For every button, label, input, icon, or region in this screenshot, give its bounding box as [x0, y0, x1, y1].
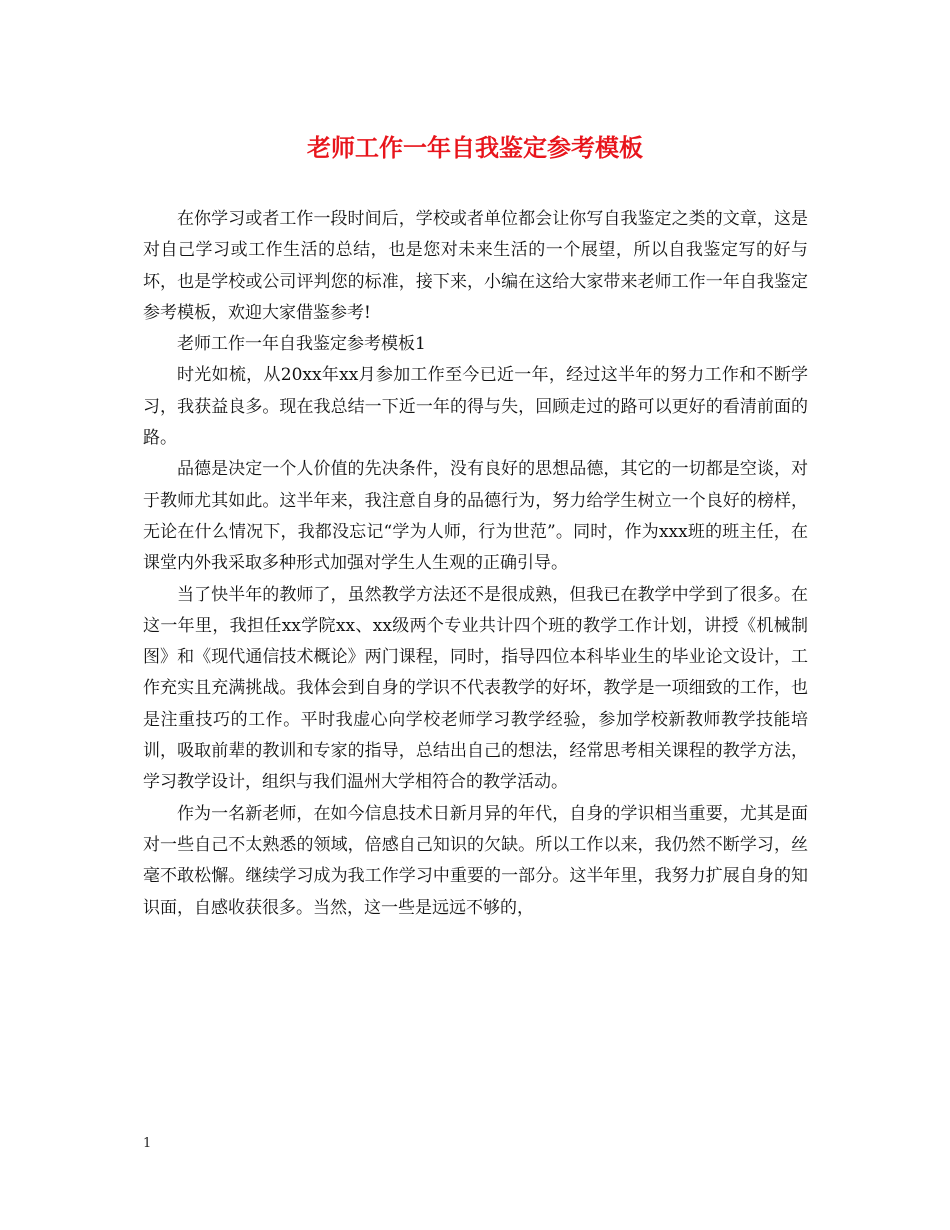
paragraph-intro: 在你学习或者工作一段时间后，学校或者单位都会让你写自我鉴定之类的文章，这是对自己学习或工作生活的总结，也是您对未来生活的一个展望，所以自我鉴定写的好与坏，也是学校或公司评判您的标准，接下来，小编在这给大家带来老师工作一年自我鉴定参考模板，欢迎大家借鉴参考!	[143, 209, 808, 323]
section-heading: 老师工作一年自我鉴定参考模板1	[177, 334, 426, 355]
paragraph-2: 品德是决定一个人价值的先决条件，没有良好的思想品德，其它的一切都是空谈，对于教师尤其如此。这半年来，我注意自身的品德行为，努力给学生树立一个良好的榜样，无论在什么情况下，我都没忘记“学为人师，行为世范”。同时，作为xxx班的班主任，在课堂内外我采取多种形式加强对学生人生观的正确引导。	[143, 459, 808, 574]
paragraph-3: 当了快半年的教师了，虽然教学方法还不是很成熟，但我已在教学中学到了很多。在这一年里，我担任xx学院xx、xx级两个专业共计四个班的教学工作计划，讲授《机械制图》和《现代通信技术概论》两门课程，同时，指导四位本科毕业生的毕业论文设计，工作充实且充满挑战。我体会到自身的学识不代表教学的好坏，教学是一项细致的工作，也是注重技巧的工作。平时我虚心向学校老师学习教学经验，参加学校新教师教学技能培训，吸取前辈的教训和专家的指导，总结出自己的想法，经常思考相关课程的教学方法，学习教学设计，组织与我们温州大学相符合的教学活动。	[143, 584, 808, 793]
document-body	[143, 204, 808, 924]
document-title: 老师工作一年自我鉴定参考模板	[307, 134, 643, 162]
paragraph-4: 作为一名新老师，在如今信息技术日新月异的年代，自身的学识相当重要，尤其是面对一些自己不太熟悉的领域，倍感自己知识的欠缺。所以工作以来，我仍然不断学习，丝毫不敢松懈。继续学习成为我工作学习中重要的一部分。这半年里，我努力扩展自身的知识面，自感收获很多。当然，这一些是远远不够的，	[143, 803, 808, 918]
paragraph-1: 时光如梳，从20xx年xx月参加工作至今已近一年，经过这半年的努力工作和不断学习，我获益良多。现在我总结一下近一年的得与失，回顾走过的路可以更好的看清前面的路。	[143, 365, 808, 449]
page-number: 1	[143, 1136, 152, 1151]
